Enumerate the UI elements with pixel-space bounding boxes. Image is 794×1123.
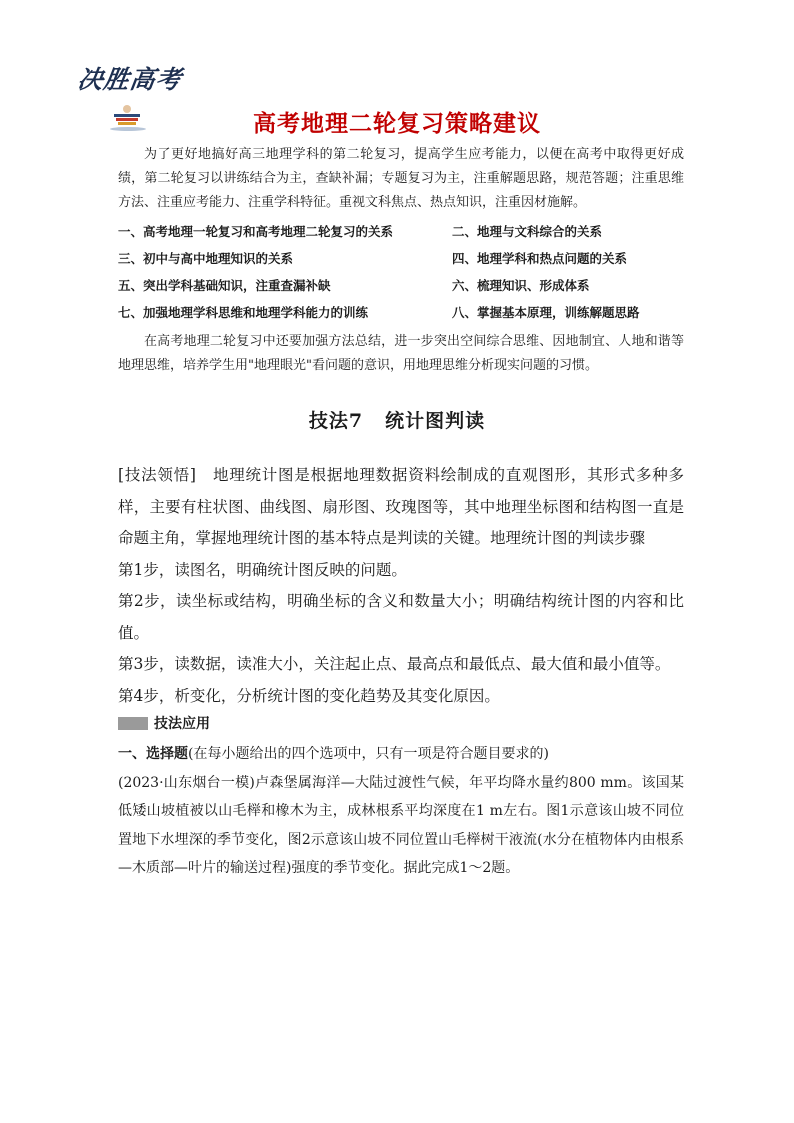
page-title: 高考地理二轮复习策略建议: [253, 111, 541, 137]
strategy-item: 三、初中与高中地理知识的关系: [118, 251, 294, 266]
question-type: [118, 740, 684, 769]
strategy-item: 二、地理与文科综合的关系: [452, 224, 603, 239]
strategy-item: 七、加强地理学科思维和地理学科能力的训练: [118, 305, 369, 320]
strategy-item: 五、突出学科基础知识，注重查漏补缺: [118, 278, 331, 293]
heading-bar: [118, 717, 148, 730]
step-1: 第1步，读图名，明确统计图反映的问题。: [118, 560, 407, 579]
intro-paragraph: 为了更好地搞好高三地理学科的第二轮复习，提高学生应考能力，以便在高考中取得更好成绩，第二轮复习以讲练结合为主，查缺补漏；专题复习为主，注重解题思路，规范答题；注重思维方法、注重应考能力、注重学科特征。重视文科焦点、热点知识，注重因材施解。: [118, 147, 684, 210]
section-name: 统计图判读: [385, 410, 486, 432]
strategy-item: 四、地理学科和热点问题的关系: [452, 251, 628, 266]
logo-text: 决胜高考: [75, 65, 184, 94]
step-2: 第2步，读坐标或结构，明确坐标的含义和数量大小；明确结构统计图的内容和比值。: [118, 592, 684, 642]
strategy-item: 八、掌握基本原理，训练解题思路: [452, 305, 640, 320]
strategy-item: 一、高考地理一轮复习和高考地理二轮复习的关系: [118, 224, 394, 239]
question-type-label: 一、选择题: [118, 746, 188, 762]
step-4: 第4步，析变化，分析统计图的变化趋势及其变化原因。: [118, 686, 500, 705]
section-number: 技法7: [308, 410, 364, 432]
application-heading-label: 技法应用: [154, 716, 210, 732]
strategy-item: 六、梳理知识、形成体系: [452, 278, 590, 293]
section-title: [0, 406, 794, 433]
question-type-note: (在每小题给出的四个选项中，只有一项是符合题目要求的): [188, 746, 549, 762]
technique-insight: [技法领悟] 地理统计图是根据地理数据资料绘制成的直观图形，其形式多种多样，主要有柱状图、曲线图、扇形图、玫瑰图等，其中地理坐标图和结构图一直是命题主角，掌握地理统计图的基本特点是判读的关键。地理统计图的判读步骤: [118, 466, 684, 547]
step-3: 第3步，读数据，读准大小，关注起止点、最高点和最低点、最大值和最小值等。: [118, 655, 671, 673]
application-heading: [118, 713, 210, 733]
method-paragraph: 在高考地理二轮复习中还要加强方法总结，进一步突出空间综合思维、因地制宜、人地和谐等地理思维，培养学生用"地理眼光"看问题的意识，用地理思维分析现实问题的习惯。: [118, 334, 684, 373]
question-block: [118, 740, 684, 883]
question-stem: (2023·山东烟台一模)卢森堡属海洋—大陆过渡性气候，年平均降水量约800 mm。该国某低矮山坡植被以山毛榉和橡木为主，成林根系平均深度在1 m左右。图1示意该山坡不同位置地下水埋深的季节变化，图2示意该山坡不同位置山毛榉树干液流(水分在植物体内由根系—木质部—叶片的输送过程)强度的季节变化。据此完成1～2题。: [118, 774, 684, 876]
technique-body: [118, 460, 684, 712]
